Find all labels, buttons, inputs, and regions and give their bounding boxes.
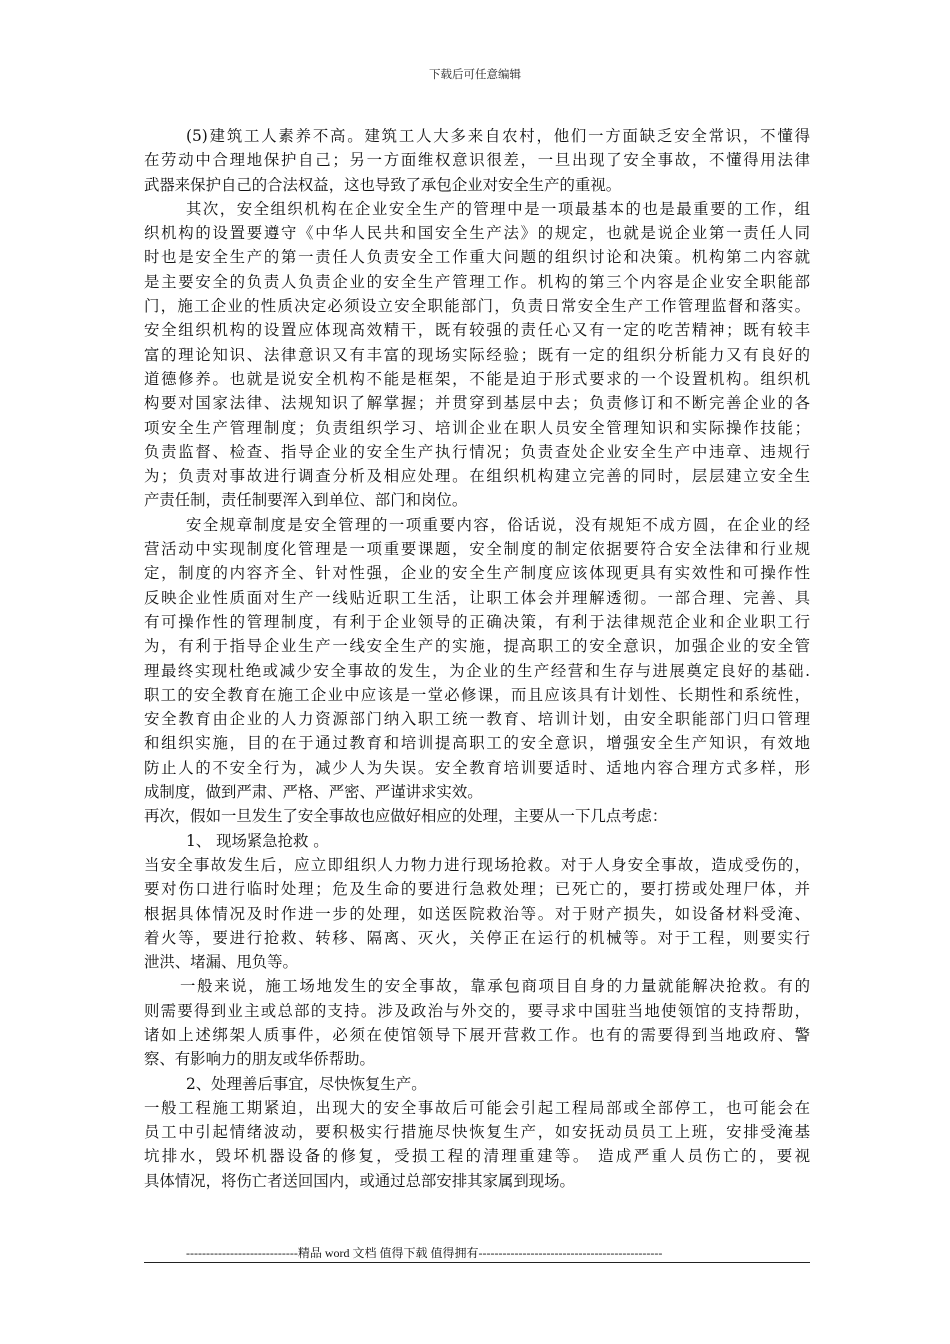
text-line: 要对伤口进行临时处理；危及生命的要进行急救处理；已死亡的，要打捞或处理尸体，并 xyxy=(144,880,810,899)
text-line: 再次，假如一旦发生了安全事故也应做好相应的处理，主要从一下几点考虑： xyxy=(144,807,668,826)
text-line: 反映企业性质面对生产一线贴近职工生活，让职工体会并理解透彻。一部合理、完善、具 xyxy=(144,588,810,607)
text-line: 是主要安全的负责人负责企业的安全生产管理工作。机构的第三个内容是企业安全职能部 xyxy=(144,272,810,291)
text-line: (5)建筑工人素养不高。建筑工人大多来自农村，他们一方面缺乏安全常识，不懂得 xyxy=(186,127,810,145)
text-line: 有可操作性的管理制度，有利于企业领导的正确决策，有利于法律规范企业和企业职工行 xyxy=(144,612,810,631)
text-line: 一般工程施工期紧迫，出现大的安全事故后可能会引起工程局部或全部停工，也可能会在 xyxy=(144,1098,810,1117)
page-footer: ----------------------------精品 word 文档 值得下载 值得拥有---------------------------------------------- xyxy=(186,1246,663,1260)
text-line: 负责监督、检查、指导企业的安全生产执行情况；负责查处企业安全生产中违章、违规行 xyxy=(144,442,810,461)
text-line: 具体情况，将伤亡者送回国内，或通过总部安排其家属到现场。 xyxy=(144,1171,575,1190)
text-line: 道德修养。也就是说安全机构不能是框架，不能是迫于形式要求的一个设置机构。组织机 xyxy=(144,369,810,388)
text-line: 门，施工企业的性质决定必须设立安全职能部门，负责日常安全生产工作管理监督和落实。 xyxy=(144,297,810,316)
text-line: 当安全事故发生后，应立即组织人力物力进行现场抢救。对于人身安全事故，造成受伤的， xyxy=(144,855,810,874)
text-line: 安全教育由企业的人力资源部门纳入职工统一教育、培训计划，由安全职能部门归口管理 xyxy=(144,710,810,729)
text-line: 项安全生产管理制度；负责组织学习、培训企业在职人员安全管理知识和实际操作技能； xyxy=(144,418,810,437)
text-line: 时也是安全生产的第一责任人负责安全工作重大问题的组织讨论和决策。机构第二内容就 xyxy=(144,248,810,267)
document-body xyxy=(144,124,810,1193)
text-line: 诸如上述绑架人质事件，必须在使馆领导下展开营救工作。也有的需要得到当地政府、警 xyxy=(144,1025,810,1044)
text-line: 职工的安全教育在施工企业中应该是一堂必修课，而且应该具有计划性、长期性和系统性， xyxy=(144,685,810,704)
text-line: 安全规章制度是安全管理的一项重要内容，俗话说，没有规矩不成方圆，在企业的经 xyxy=(186,515,810,534)
text-line: 坑排水，毁坏机器设备的修复，受损工程的清理重建等。 造成严重人员伤亡的，要视 xyxy=(144,1147,810,1166)
text-line: 理最终实现杜绝或减少安全事故的发生，为企业的生产经营和生存与进展奠定良好的基础. xyxy=(144,661,810,680)
text-line: 产责任制，责任制要浑入到单位、部门和岗位。 xyxy=(144,491,468,510)
text-line: 武器来保护自己的合法权益，这也导致了承包企业对安全生产的重视。 xyxy=(144,175,622,194)
text-line: 在劳动中合理地保护自己；另一方面维权意识很差，一旦出现了安全事故，不懂得用法律 xyxy=(144,151,810,170)
text-line: 根据具体情况及时作进一步的处理，如送医院救治等。对于财产损失，如设备材料受淹、 xyxy=(144,904,810,923)
text-line: 防止人的不安全行为，减少人为失误。安全教育培训要适时、适地内容合理方式多样，形 xyxy=(144,758,810,777)
text-line: 着火等，要进行抢救、转移、隔离、灭火，关停正在运行的机械等。对于工程，则要实行 xyxy=(144,928,810,947)
text-line: 为；负责对事故进行调查分析及相应处理。在组织机构建立完善的同时，层层建立安全生 xyxy=(144,467,810,486)
text-line: 构要对国家法律、法规知识了解掌握；并贯穿到基层中去；负责修订和不断完善企业的各 xyxy=(144,394,810,413)
text-line: 定，制度的内容齐全、针对性强，企业的安全生产制度应该体现更具有实效性和可操作性 xyxy=(144,564,810,583)
text-line: 织机构的设置要遵守《中华人民共和国安全生产法》的规定，也就是说企业第一责任人同 xyxy=(144,224,810,243)
text-line: 其次，安全组织机构在企业安全生产的管理中是一项最基本的也是最重要的工作，组 xyxy=(186,199,810,218)
text-line: 成制度，做到严肃、严格、严密、严谨讲求实效。 xyxy=(144,783,483,802)
page-header: 下载后可任意编辑 xyxy=(429,67,521,81)
footer-rule xyxy=(144,1262,810,1263)
text-line: 泄洪、堵漏、甩负等。 xyxy=(144,953,298,972)
text-line: 员工中引起情绪波动，要积极实行措施尽快恢复生产，如安抚动员员工上班，安排受淹基 xyxy=(144,1123,810,1142)
text-line: 则需要得到业主或总部的支持。涉及政治与外交的，要寻求中国驻当地使领馆的支持帮助， xyxy=(144,1001,810,1020)
text-line: 2、处理善后事宜，尽快恢复生产。 xyxy=(186,1074,427,1093)
text-line: 1、 现场紧急抢救 。 xyxy=(186,831,329,850)
text-line: 富的理论知识、法律意识又有丰富的现场实际经验；既有一定的组织分析能力又有良好的 xyxy=(144,345,810,364)
text-line: 营活动中实现制度化管理是一项重要课题，安全制度的制定依据要符合安全法律和行业规 xyxy=(144,540,810,559)
text-line: 安全组织机构的设置应体现高效精干，既有较强的责任心又有一定的吃苦精神；既有较丰 xyxy=(144,321,810,340)
text-line: 和组织实施，目的在于通过教育和培训提高职工的安全意识，增强安全生产知识，有效地 xyxy=(144,734,810,753)
text-line: 察、有影响力的朋友或华侨帮助。 xyxy=(144,1050,375,1069)
text-line: 一般来说，施工场地发生的安全事故，靠承包商项目自身的力量就能解决抢救。有的 xyxy=(180,977,810,996)
text-line: 为，有利于指导企业生产一线安全生产的实施，提高职工的安全意识，加强企业的安全管 xyxy=(144,637,810,656)
